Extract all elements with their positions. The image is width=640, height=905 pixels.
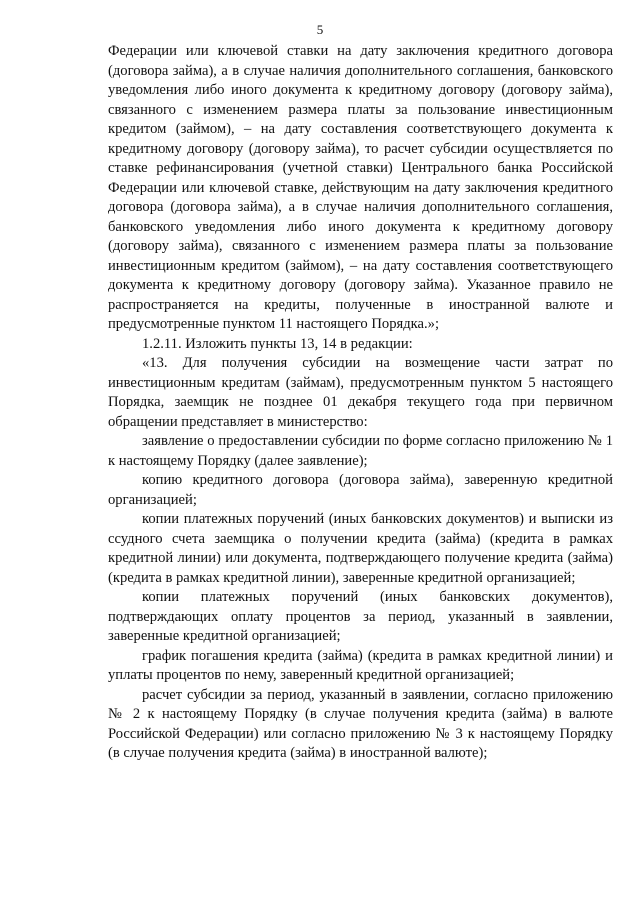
list-item-application: заявление о предоставлении субсидии по форме согласно приложению № 1 к настоящему Порядку (далее заявление);: [108, 433, 613, 469]
list-item-calculation: расчет субсидии за период, указанный в заявлении, согласно приложению № 2 к настоящему Порядку (в случае получения кредита (займа) в валюте Российской Федерации) или согласно приложению № 3 к настоящему Порядку (в случае получения кредита (займа) в иностранной валюте);: [108, 686, 613, 761]
paragraph-continuation: Федерации или ключевой ставки на дату заключения кредитного договора (договора займа), а в случае наличия дополнительного соглашения, банковского уведомления либо иного документа к кредитному договору (договору займа), связанного с изменением размера платы за пользование инвестиционным кредитом (займом), – на дату составления соответствующего документа к кредитному договору (договору займа), то расчет субсидии осуществляется по ставке рефинансирования (учетной ставки) Центрального банка Российской Федерации или ключевой ставке, действующим на дату заключения кредитного договора (договора займа), а в случае наличия дополнительного соглашения, банковского уведомления либо иного документа к кредитному договору (договору займа), связанного с изменением размера платы за пользование инвестиционным кредитом (займом), – на дату составления соответствующего документа к кредитному договору (договору займа). Указанное правило не распространяется на кредиты, полученные в иностранной валюте и предусмотренные пунктом 11 настоящего Порядка.»;: [108, 43, 613, 332]
list-item-interest-payments: копии платежных поручений (иных банковских документов), подтверждающих оплату процентов за период, указанный в заявлении, заверенные кредитной организацией;: [108, 589, 613, 644]
paragraph-13: «13. Для получения субсидии на возмещение части затрат по инвестиционным кредитам (займам), предусмотренным пунктом 5 настоящего Порядка, заемщик не позднее 01 декабря текущего года при первичном обращении представляет в министерство:: [108, 355, 613, 430]
document-body: [108, 42, 613, 764]
list-item-schedule: график погашения кредита (займа) (кредита в рамках кредитной линии) и уплаты процентов по нему, заверенный кредитной организацией;: [108, 647, 613, 683]
page-number: 5: [316, 22, 324, 37]
list-item-payment-orders: копии платежных поручений (иных банковских документов) и выписки из ссудного счета заемщика о получении кредита (займа) (кредита в рамках кредитной линии) или документа, подтверждающего получение кредита (займа) (кредита в рамках кредитной линии), заверенные кредитной организацией;: [108, 511, 613, 586]
paragraph-1-2-11: 1.2.11. Изложить пункты 13, 14 в редакции:: [142, 335, 413, 352]
list-item-loan-contract: копию кредитного договора (договора займа), заверенную кредитной организацией;: [108, 472, 613, 508]
